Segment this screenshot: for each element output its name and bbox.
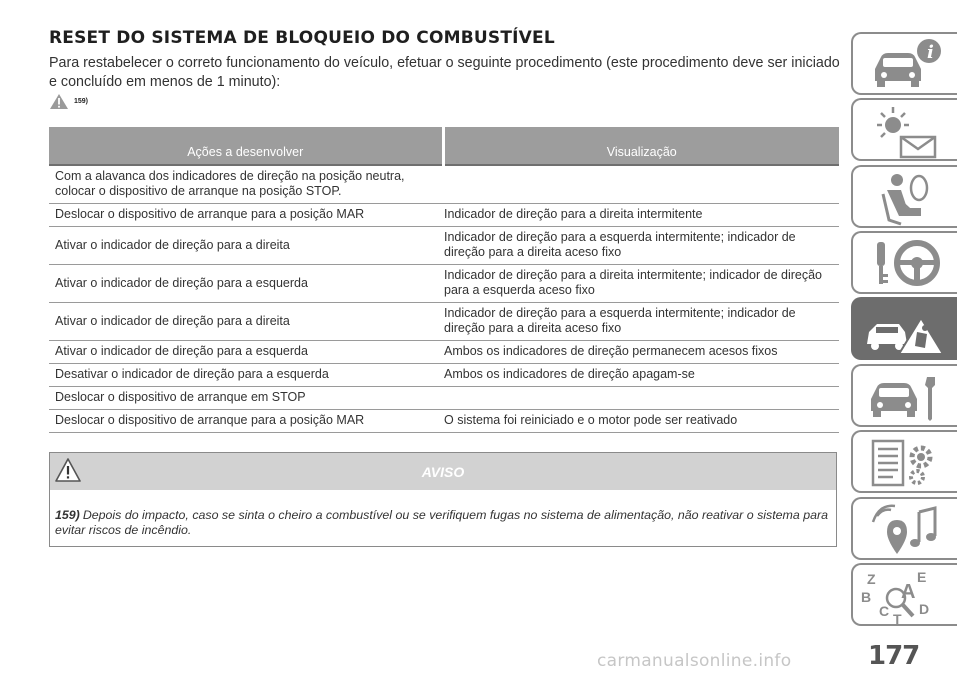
display-cell [443, 387, 839, 410]
action-cell: Deslocar o dispositivo de arranque para a posição MAR [49, 410, 443, 433]
table-row [49, 410, 839, 433]
table-row [49, 204, 839, 227]
display-cell: Indicador de direção para a esquerda intermitente; indicador de direção para a direita aceso fixo [443, 303, 839, 341]
display-cell: Indicador de direção para a esquerda intermitente; indicador de direção para a direita aceso fixo [443, 227, 839, 265]
display-cell: O sistema foi reiniciado e o motor pode ser reativado [443, 410, 839, 433]
display-cell: Indicador de direção para a direita intermitente [443, 204, 839, 227]
emergency-car-icon [861, 302, 949, 358]
warning-lights-icon [861, 103, 949, 159]
car-maintenance-icon [861, 369, 949, 425]
warning-box-title: AVISO [421, 464, 465, 480]
index-letter: T [893, 611, 902, 624]
table-row [49, 341, 839, 364]
warning-body: Depois do impacto, caso se sinta o cheiro a combustível ou se verifiquem fugas no sistema de alimentação, não reativar o sistema para evitar riscos de incêndio. [55, 508, 829, 537]
table-row [49, 303, 839, 341]
action-cell: Ativar o indicador de direção para a direita [49, 303, 443, 341]
svg-text:i: i [927, 42, 934, 63]
action-cell: Deslocar o dispositivo de arranque em STOP [49, 387, 443, 410]
index-letter: Z [867, 571, 876, 587]
header-display: Visualização [443, 127, 839, 165]
display-cell: Ambos os indicadores de direção apagam-se [443, 364, 839, 387]
tab-technical-data[interactable] [851, 430, 957, 493]
tab-maintenance[interactable] [851, 364, 957, 427]
warning-box-header [50, 453, 836, 490]
table-row [49, 364, 839, 387]
action-cell: Ativar o indicador de direção para a direita [49, 227, 443, 265]
intro-paragraph: Para restabelecer o correto funcionamento do veículo, efetuar o seguinte procedimento (este procedimento deve ser iniciado e concluído em menos de 1 minuto): [49, 55, 840, 90]
index-letter: E [917, 569, 927, 585]
index-letter: C [879, 603, 890, 619]
warning-reference-number: 159) [74, 98, 89, 105]
page-number: 177 [868, 641, 920, 671]
index-letter: D [919, 601, 930, 617]
multimedia-icon [861, 502, 949, 558]
display-cell: Ambos os indicadores de direção permanecem acesos fixos [443, 341, 839, 364]
action-cell: Com a alavanca dos indicadores de direção na posição neutra, colocar o dispositivo de arranque na posição STOP. [49, 165, 443, 204]
action-cell: Ativar o indicador de direção para a esquerda [49, 265, 443, 303]
action-cell: Deslocar o dispositivo de arranque para a posição MAR [49, 204, 443, 227]
action-cell: Ativar o indicador de direção para a esquerda [49, 341, 443, 364]
table-row [49, 227, 839, 265]
key-steering-wheel-icon [861, 236, 949, 292]
tab-safety[interactable] [851, 165, 957, 228]
index-letter: B [861, 589, 872, 605]
table-row [49, 265, 839, 303]
table-header-row [49, 127, 839, 165]
table-row [49, 387, 839, 410]
action-cell: Desativar o indicador de direção para a esquerda [49, 364, 443, 387]
alphabetical-index-icon [861, 568, 949, 624]
procedure-table [49, 127, 839, 433]
warning-number: 159) [55, 508, 80, 522]
tab-emergency[interactable] [851, 297, 957, 360]
tab-starting-driving[interactable] [851, 231, 957, 294]
display-cell: Indicador de direção para a direita intermitente; indicador de direção para a esquerda aceso fixo [443, 265, 839, 303]
display-cell [443, 165, 839, 204]
watermark: carmanualsonline.info [597, 651, 792, 671]
index-letter: A [901, 581, 916, 603]
seat-airbag-icon [861, 170, 949, 226]
tab-multimedia[interactable] [851, 497, 957, 560]
table-row [49, 165, 839, 204]
warning-box-text [55, 508, 830, 538]
tab-knowing-the-car[interactable] [851, 32, 957, 95]
tab-index[interactable] [851, 563, 957, 626]
page-title: RESET DO SISTEMA DE BLOQUEIO DO COMBUSTÍVEL [49, 28, 555, 48]
car-info-icon [861, 37, 949, 93]
tab-warning-lights[interactable] [851, 98, 957, 161]
technical-data-icon [861, 435, 949, 491]
header-actions: Ações a desenvolver [49, 127, 443, 165]
warning-box [49, 452, 837, 547]
warning-triangle-icon [49, 93, 69, 110]
